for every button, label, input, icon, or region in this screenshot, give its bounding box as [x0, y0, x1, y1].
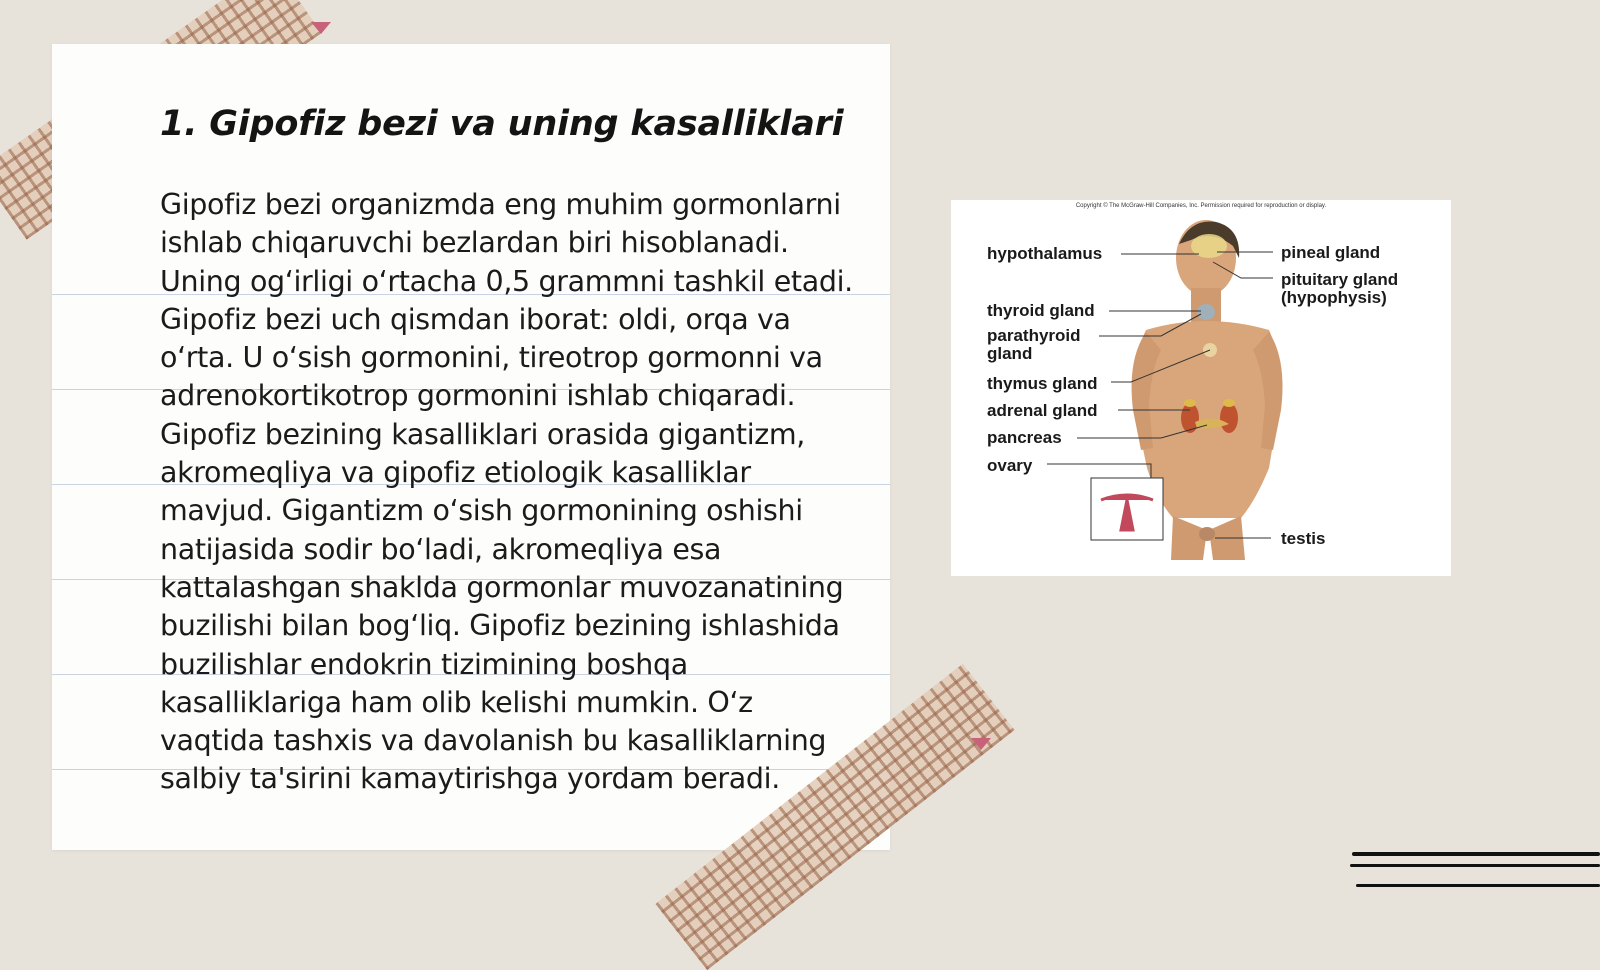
endocrine-diagram	[951, 200, 1451, 576]
label-thymus: thymus gland	[987, 374, 1098, 393]
label-thyroid: thyroid gland	[987, 301, 1095, 320]
slide-body-text: Gipofiz bezi organizmda eng muhim gormonlarni ishlab chiqaruvchi bezlardan biri hisoblanadi. Uning og‘irligi o‘rtacha 0,5 grammni tashkil etadi. Gipofiz bezi uch qismdan iborat: oldi, orqa va o‘rta. U o‘sish gormonini, tireotrop gormonni va adrenokortikotrop gormonini ishlab chiqaradi. Gipofiz bezining kasalliklari orasida gigantizm, akromeqliya va gipofiz etiologik kasalliklar mavjud. Gigantizm o‘sish gormonining oshishi natijasida sodir bo‘ladi, akromeqliya esa kattalashgan shaklda gormonlar muvozanatining buzilishi bilan bog‘liq. Gipofiz bezining ishlashida buzilishlar endokrin tizimining boshqa kasalliklariga ham olib kelishi mumkin. O‘z vaqtida tashxis va davolanish bu kasalliklarning salbiy ta'sirini kamaytirishga yordam beradi.	[160, 188, 853, 796]
endocrine-system-figure	[951, 200, 1451, 576]
decorative-stroke	[1352, 852, 1600, 856]
tape-pin-icon	[971, 738, 991, 750]
label-pancreas: pancreas	[987, 428, 1062, 447]
label-pineal: pineal gland	[1281, 243, 1381, 262]
label-parathyroid: parathyroid	[987, 326, 1081, 345]
label-adrenal: adrenal gland	[987, 401, 1098, 420]
label-pituitary: pituitary gland	[1281, 270, 1399, 289]
label-hypophysis: (hypophysis)	[1281, 288, 1387, 307]
tape-pin-icon	[311, 22, 331, 34]
decorative-stroke	[1350, 864, 1600, 867]
label-ovary: ovary	[987, 456, 1033, 475]
slide-title: 1. Gipofiz bezi va uning kasalliklari	[160, 104, 844, 144]
label-hypothalamus: hypothalamus	[987, 244, 1103, 263]
figure-copyright: Copyright © The McGraw-Hill Companies, Inc. Permission required for reproduction or display.	[1075, 203, 1327, 209]
label-parathyroid-gland: gland	[987, 344, 1033, 363]
label-testis: testis	[1281, 529, 1326, 548]
decorative-stroke	[1356, 884, 1600, 887]
